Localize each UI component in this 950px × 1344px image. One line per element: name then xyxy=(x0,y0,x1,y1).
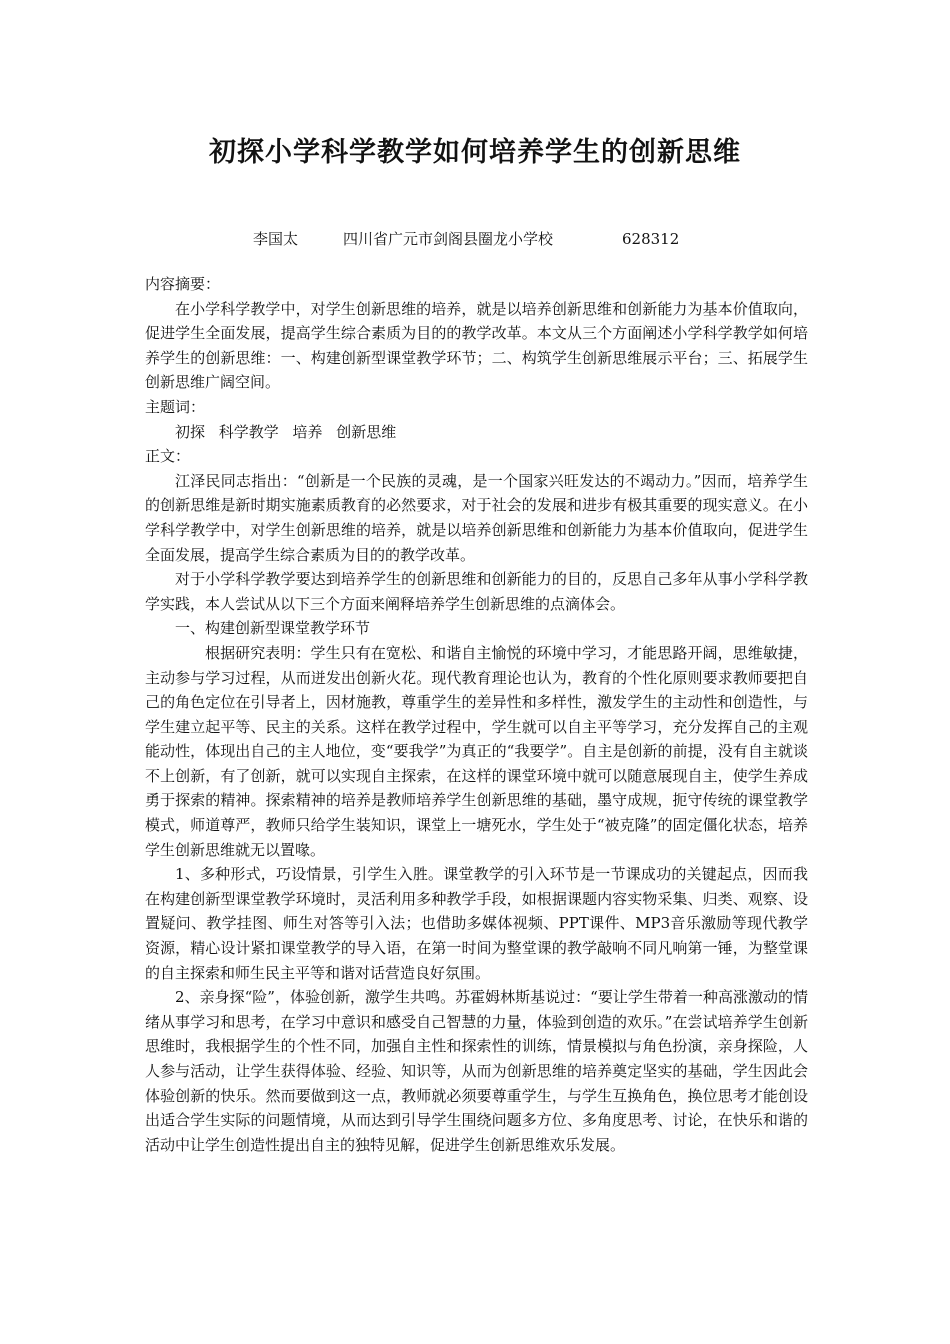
abstract-text: 在小学科学教学中，对学生创新思维的培养，就是以培养创新思维和创新能力为基本价值取向，促进学生全面发展，提高学生综合素质为目的的教学改革。本文从三个方面阐述小学科学教学如何培养学生的创新思维：一、构建创新型课堂教学环节；二、构筑学生创新思维展示平台；三、拓展学生创新思维广阔空间。 xyxy=(145,299,808,392)
document-title: 初探小学科学教学如何培养学生的创新思维 xyxy=(209,137,741,168)
body-label: 正文： xyxy=(145,447,191,466)
section-heading: 一、构建创新型课堂教学环节 xyxy=(175,619,371,638)
keywords-text: 初探 科学教学 培养 创新思维 xyxy=(175,422,397,441)
author-name: 李国太 xyxy=(253,230,299,248)
paragraph: 江泽民同志指出：“创新是一个民族的灵魂，是一个国家兴旺发达的不竭动力。”因而，培养学生的创新思维是新时期实施素质教育的必然要求，对于社会的发展和进步有极其重要的现实意义。在小学科学教学中，对学生创新思维的培养，就是以培养创新思维和创新能力为基本价值取向，促进学生全面发展，提高学生综合素质为目的的教学改革。 xyxy=(145,471,808,564)
author-organization: 四川省广元市剑阁县圈龙小学校 xyxy=(343,230,554,248)
paragraph: 1、多种形式，巧设情景，引学生入胜。课堂教学的引入环节是一节课成功的关键起点，因而我在构建创新型课堂教学环境时，灵活利用多种教学手段，如根据课题内容实物采集、归类、观察、设置疑问、教学挂图、师生对答等引入法；也借助多媒体视频、PPT课件、MP3音乐激励等现代教学资源，精心设计紧扣课堂教学的导入语，在第一时间为整堂课的教学敲响不同凡响第一锤，为整堂课的自主探索和师生民主平等和谐对话营造良好氛围。 xyxy=(145,865,808,982)
paragraph: 对于小学科学教学要达到培养学生的创新思维和创新能力的目的，反思自己多年从事小学科学教学实践，本人尝试从以下三个方面来阐释培养学生创新思维的点滴体会。 xyxy=(145,570,808,613)
document-body xyxy=(145,272,808,1157)
keywords-label: 主题词： xyxy=(145,397,206,416)
postcode: 628312 xyxy=(622,230,680,248)
byline xyxy=(253,228,679,249)
paragraph: 2、亲身探“险”，体验创新，激学生共鸣。苏霍姆林斯基说过：“要让学生带着一种高涨激动的情绪从事学习和思考，在学习中意识和感受自己智慧的力量，体验到创造的欢乐。”在尝试培养学生创新思维时，我根据学生的个性不同，加强自主性和探索性的训练，情景模拟与角色扮演，亲身探险，人人参与活动，让学生获得体验、经验、知识等，从而为创新思维的培养奠定坚实的基础，学生因此会体验创新的快乐。然而要做到这一点，教师就必须要尊重学生，与学生互换角色，换位思考才能创设出适合学生实际的问题情境，从而达到引导学生围绕问题多方位、多角度思考、讨论，在快乐和谐的活动中让学生创造性提出自主的独特见解，促进学生创新思维欢乐发展。 xyxy=(145,988,808,1154)
paragraph: 根据研究表明：学生只有在宽松、和谐自主愉悦的环境中学习，才能思路开阔，思维敏捷，主动参与学习过程，从而迸发出创新火花。现代教育理论也认为，教育的个性化原则要求教师要把自己的角色定位在引导者上，因材施教，尊重学生的差异性和多样性，激发学生的主动性和创造性，与学生建立起平等、民主的关系。这样在教学过程中，学生就可以自主平等学习，充分发挥自己的主观能动性，体现出自己的主人地位，变“要我学”为真正的“我要学”。自主是创新的前提，没有自主就谈不上创新，有了创新，就可以实现自主探索，在这样的课堂环境中就可以随意展现自主，使学生养成勇于探索的精神。探索精神的培养是教师培养学生创新思维的基础，墨守成规，扼守传统的课堂教学模式，师道尊严，教师只给学生装知识，课堂上一塘死水，学生处于“被克隆”的固定僵化状态，培养学生创新思维就无以置喙。 xyxy=(145,643,808,859)
abstract-label: 内容摘要： xyxy=(145,275,221,293)
